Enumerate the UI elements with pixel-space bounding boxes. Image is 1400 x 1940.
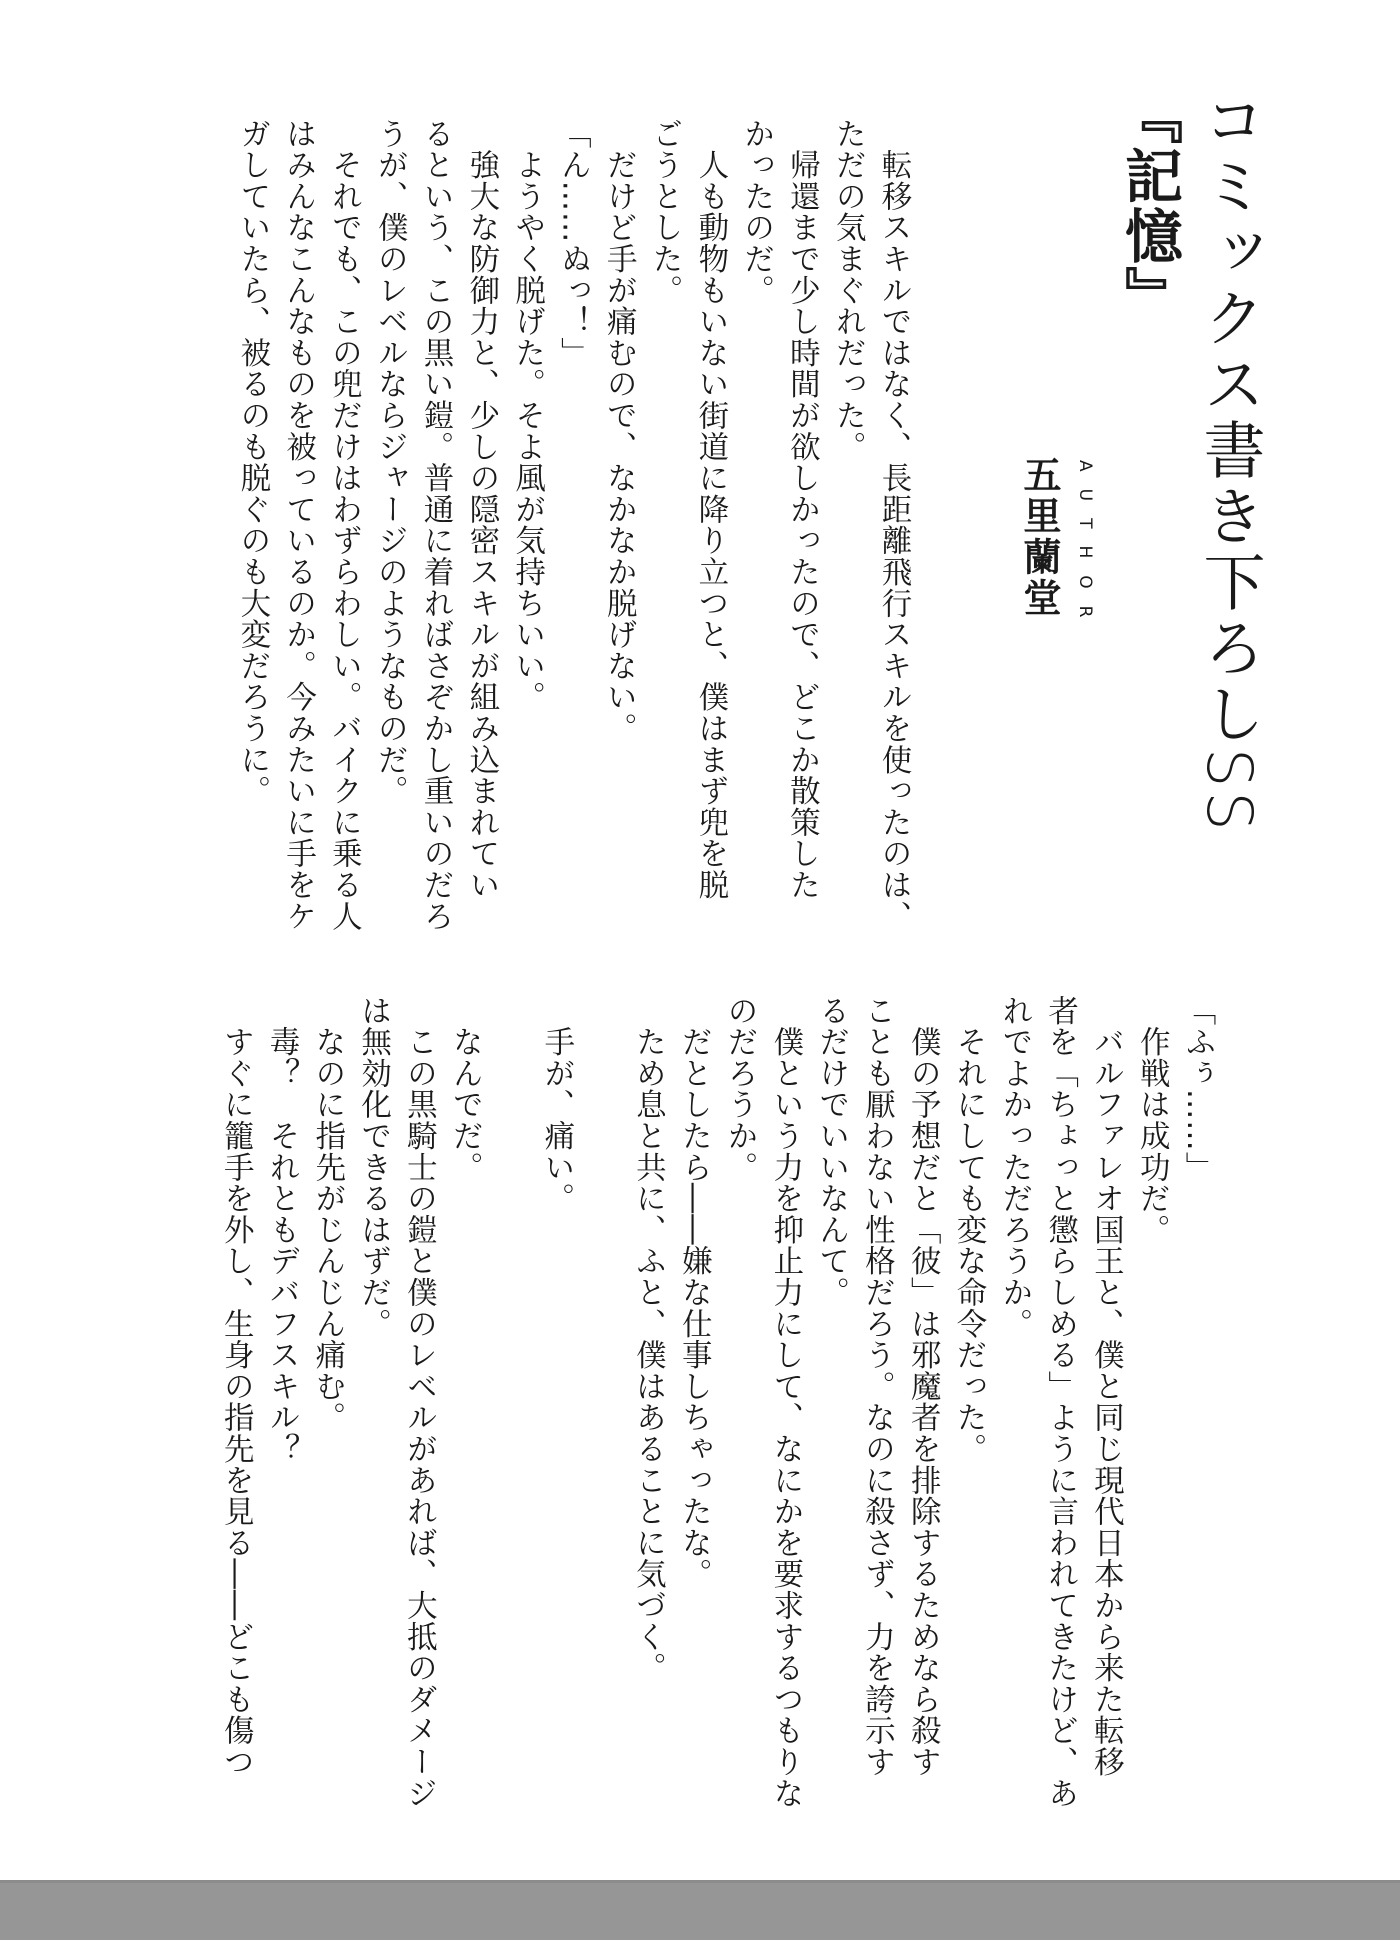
text-column: 毒？ それともデバフスキル？ xyxy=(264,995,299,1465)
text-column: だとしたら――嫌な仕事しちゃったな。 xyxy=(676,995,712,1590)
text-column: それにしても変な命令だった。 xyxy=(951,995,986,1465)
text-column: のだろうか。 xyxy=(722,995,757,1183)
text-column: 作戦は成功だ。 xyxy=(1134,995,1170,1246)
text-column: ようやく脱げた。そよ風が気持ちいい。 xyxy=(509,118,545,713)
text-column: なのに指先がじんじん痛む。 xyxy=(309,995,345,1434)
text-column: 強大な防御力と、少しの隠密スキルが組み込まれてい xyxy=(463,118,499,901)
text-column: すぐに籠手を外し、生身の指先を見る――どこも傷つ xyxy=(218,995,254,1778)
text-column: 者を「ちょっと懲らしめる」ように言われてきたけど、あ xyxy=(1042,995,1078,1809)
text-column: 手が、痛い。 xyxy=(538,995,574,1215)
text-column: ことも厭わない性格だろう。なのに殺さず、力を誇示す xyxy=(859,995,895,1778)
text-column: 人も動物もいない街道に降り立つと、僕はまず兜を脱 xyxy=(692,118,728,901)
text-column: この黒騎士の鎧と僕のレベルがあれば、大抵のダメージ xyxy=(401,995,437,1809)
text-column: 転移スキルではなく、長距離飛行スキルを使ったのは、 xyxy=(876,118,911,932)
text-column: それでも、この兜だけはわずらわしい。バイクに乗る人 xyxy=(326,118,362,932)
text-column: バルファレオ国王と、僕と同じ現代日本から来た転移 xyxy=(1088,995,1124,1778)
text-column: るという、この黒い鎧。普通に着ればさぞかし重いのだろ xyxy=(418,118,453,932)
text-column: は無効化できるはずだ。 xyxy=(355,995,391,1340)
text-column: るだけでいいなんて。 xyxy=(813,995,849,1308)
author-label: AUTHOR xyxy=(1075,460,1095,635)
text-column: れでよかっただろうか。 xyxy=(996,995,1032,1340)
text-column: なんでだ。 xyxy=(447,995,483,1183)
text-column: だけど手が痛むので、なかなか脱げない。 xyxy=(601,118,637,744)
author-name: 五里蘭堂 xyxy=(1017,455,1062,619)
text-column: ガしていたら、被るのも脱ぐのも大変だろうに。 xyxy=(234,118,270,807)
text-column: ため息と共に、ふと、僕はあることに気づく。 xyxy=(630,995,666,1684)
text-column: ただの気まぐれだった。 xyxy=(830,118,866,463)
text-column: 帰還まで少し時間が欲しかったので、どこか散策した xyxy=(784,118,820,901)
text-column: 僕という力を抑止力にして、なにかを要求するつもりな xyxy=(767,995,803,1809)
text-column: 「ふぅ……」 xyxy=(1180,995,1215,1183)
text-column: はみんなこんなものを被っているのか。今みたいに手をケ xyxy=(280,118,316,932)
text-column: 「ん……ぬっ！」 xyxy=(555,118,591,369)
text-column: うが、僕のレベルならジャージのようなものだ。 xyxy=(372,118,408,807)
text-column: かったのだ。 xyxy=(738,118,774,306)
text-column: ごうとした。 xyxy=(647,118,682,306)
page-title: コミックス書き下ろしSS xyxy=(1193,88,1266,835)
text-column: 僕の予想だと「彼」は邪魔者を排除するためなら殺す xyxy=(905,995,941,1778)
footer-bar xyxy=(0,1880,1400,1940)
story-title: 『記憶』 xyxy=(1115,86,1183,326)
